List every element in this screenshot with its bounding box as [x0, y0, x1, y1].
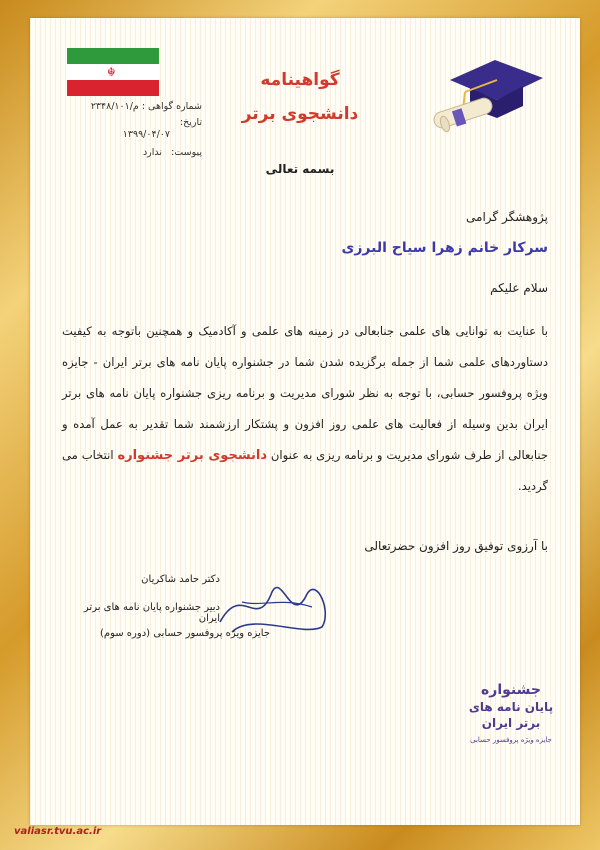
highlight-text: دانشجوی برتر جشنواره — [117, 448, 268, 463]
recipient-name: سرکار خانم زهرا سیاح البرزی — [341, 240, 548, 256]
signer-role: دبیر جشنواره پایان نامه های برتر ایران — [83, 602, 220, 624]
graduation-cap-icon — [425, 50, 550, 140]
salutation: پژوهشگر گرامی — [466, 210, 548, 224]
greeting: سلام علیکم — [490, 281, 548, 295]
festival-logo — [456, 680, 566, 750]
body-text-end: انتخاب می گردید. — [62, 448, 548, 493]
certificate-title: گواهینامه — [260, 70, 340, 90]
signer-award: جایزه ویژه پروفسور حسابی (دوره سوم) — [99, 628, 270, 639]
date-label: تاریخ: — [179, 117, 202, 128]
logo-line3: برتر ایران — [481, 716, 541, 730]
logo-line4: جایزه ویژه پروفسور حسابی — [470, 736, 552, 744]
invocation: بسمه تعالی — [265, 162, 335, 176]
attachment-row — [82, 146, 202, 160]
logo-line2: پایان نامه های — [468, 700, 554, 714]
logo-line1: جشنواره — [481, 682, 541, 698]
certificate-body — [62, 316, 548, 502]
certificate-subtitle: دانشجوی برتر — [241, 104, 359, 124]
date-value: ۱۳۹۹/۰۴/۰۷ — [122, 129, 170, 140]
footer-url: valiasr.tvu.ac.ir — [14, 826, 102, 837]
iran-flag-icon: ☬ — [67, 48, 159, 96]
attach-label: پیوست: — [171, 147, 202, 158]
closing: با آرزوی توفیق روز افزون حضرتعالی — [364, 539, 548, 553]
certificate-number: شماره گواهی : م/۲۳۴۸/۱۰۱ — [90, 101, 202, 112]
body-text: با عنایت به توانایی های علمی جنابعالی در زمینه های علمی و آکادمیک و همچنین باتوجه به کیفیت دستاوردهای علمی شما از جمله برگزیده شدن شما در جشنواره پایان نامه های برتر ایران - جایزه ویژه پروفسور حسابی، با توجه به نظر شورای مدیریت و برنامه ریزی جشنواره پایان نامه های برتر ایران بدین وسیله از فعالیت های علمی روز افزون و پشتکار ارزشمند شما تقدیر به عمل آمده و جنابعالی از طرف شورای مدیریت و برنامه ریزی به عنوان — [62, 324, 549, 462]
attach-value: ندارد — [142, 147, 163, 158]
signer-name: دکتر حامد شاکریان — [141, 574, 220, 585]
